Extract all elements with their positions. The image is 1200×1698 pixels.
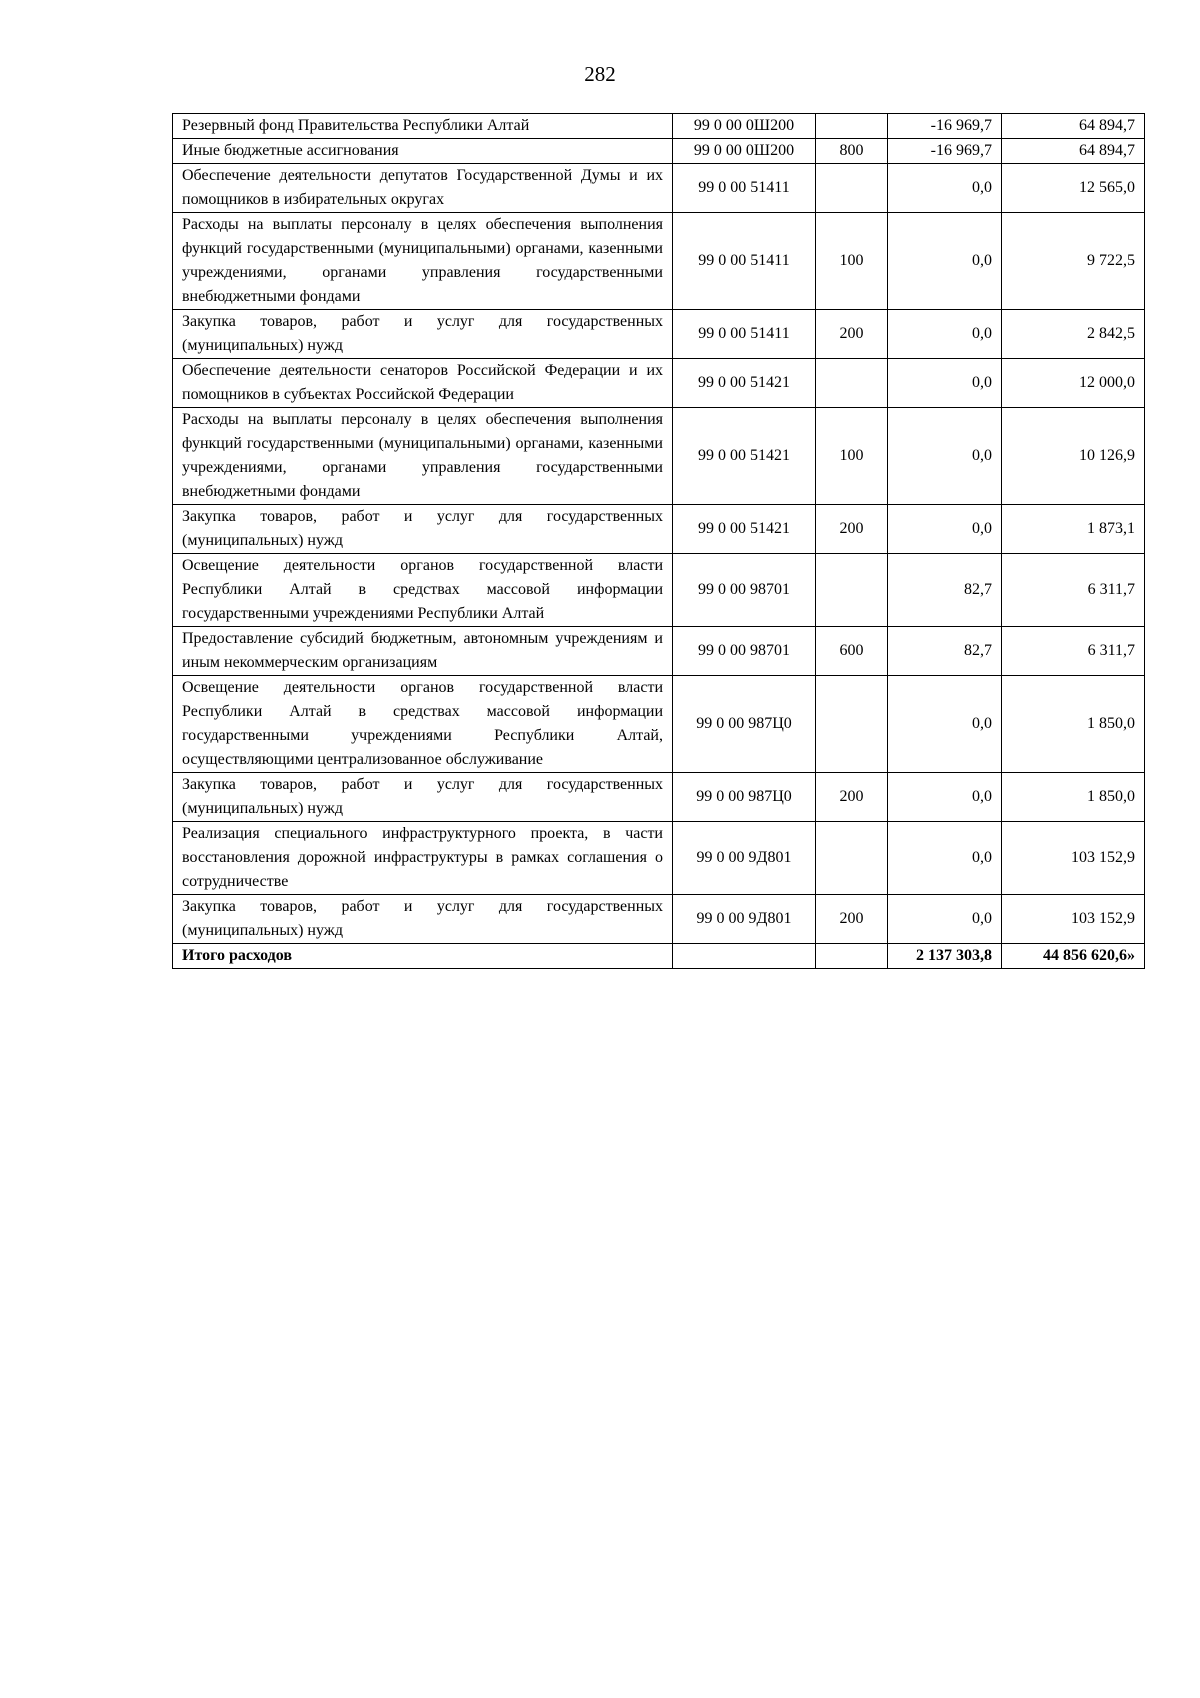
row-expense-type-cell: 800 [816, 139, 888, 164]
row-name-cell: Обеспечение деятельности депутатов Государственной Думы и их помощников в избирательных округах [173, 164, 673, 213]
row-change-cell: 0,0 [888, 822, 1002, 895]
row-total-cell: 12 565,0 [1002, 164, 1145, 213]
row-name-cell: Иные бюджетные ассигнования [173, 139, 673, 164]
table-row [173, 359, 1145, 408]
row-total-cell: 103 152,9 [1002, 895, 1145, 944]
table-row [173, 213, 1145, 310]
total-expense-type-cell [816, 944, 888, 969]
table-row [173, 505, 1145, 554]
row-change-cell: -16 969,7 [888, 114, 1002, 139]
row-total-cell: 6 311,7 [1002, 554, 1145, 627]
row-change-cell: -16 969,7 [888, 139, 1002, 164]
row-expense-type-cell: 200 [816, 895, 888, 944]
row-total-cell: 1 850,0 [1002, 773, 1145, 822]
row-name-cell: Закупка товаров, работ и услуг для государственных (муниципальных) нужд [173, 505, 673, 554]
budget-table [172, 113, 1145, 969]
row-name-cell: Обеспечение деятельности сенаторов Российской Федерации и их помощников в субъектах Российской Федерации [173, 359, 673, 408]
row-change-cell: 82,7 [888, 554, 1002, 627]
row-code-cell: 99 0 00 9Д801 [673, 822, 816, 895]
row-change-cell: 0,0 [888, 164, 1002, 213]
row-change-cell: 0,0 [888, 676, 1002, 773]
table-row [173, 627, 1145, 676]
row-total-cell: 64 894,7 [1002, 139, 1145, 164]
row-total-cell: 2 842,5 [1002, 310, 1145, 359]
row-change-cell: 0,0 [888, 213, 1002, 310]
row-code-cell: 99 0 00 51411 [673, 310, 816, 359]
row-code-cell: 99 0 00 9Д801 [673, 895, 816, 944]
table-row [173, 895, 1145, 944]
row-change-cell: 0,0 [888, 895, 1002, 944]
row-code-cell: 99 0 00 51421 [673, 505, 816, 554]
row-expense-type-cell [816, 554, 888, 627]
row-total-cell: 9 722,5 [1002, 213, 1145, 310]
row-change-cell: 0,0 [888, 310, 1002, 359]
row-code-cell: 99 0 00 51421 [673, 408, 816, 505]
row-total-cell: 6 311,7 [1002, 627, 1145, 676]
row-change-cell: 0,0 [888, 408, 1002, 505]
row-total-cell: 12 000,0 [1002, 359, 1145, 408]
row-name-cell: Расходы на выплаты персоналу в целях обеспечения выполнения функций государственными (муниципальными) органами, казенными учреждениями, органами управления государственными внебюджетными фондами [173, 408, 673, 505]
row-change-cell: 0,0 [888, 505, 1002, 554]
row-total-cell: 103 152,9 [1002, 822, 1145, 895]
row-expense-type-cell: 600 [816, 627, 888, 676]
row-code-cell: 99 0 00 51411 [673, 164, 816, 213]
row-total-cell: 1 873,1 [1002, 505, 1145, 554]
total-amount-cell: 44 856 620,6» [1002, 944, 1145, 969]
row-code-cell: 99 0 00 987Ц0 [673, 676, 816, 773]
row-name-cell: Освещение деятельности органов государственной власти Республики Алтай в средствах массовой информации государственными учреждениями Республики Алтай, осуществляющими централизованное обслуживание [173, 676, 673, 773]
budget-table-body [173, 114, 1145, 969]
row-code-cell: 99 0 00 987Ц0 [673, 773, 816, 822]
table-row [173, 310, 1145, 359]
row-name-cell: Предоставление субсидий бюджетным, автономным учреждениям и иным некоммерческим организациям [173, 627, 673, 676]
row-expense-type-cell: 100 [816, 408, 888, 505]
row-expense-type-cell: 200 [816, 505, 888, 554]
row-expense-type-cell: 200 [816, 773, 888, 822]
table-row [173, 554, 1145, 627]
row-expense-type-cell: 200 [816, 310, 888, 359]
row-expense-type-cell [816, 164, 888, 213]
table-row [173, 822, 1145, 895]
row-name-cell: Реализация специального инфраструктурного проекта, в части восстановления дорожной инфраструктуры в рамках соглашения о сотрудничестве [173, 822, 673, 895]
row-name-cell: Закупка товаров, работ и услуг для государственных (муниципальных) нужд [173, 895, 673, 944]
row-change-cell: 82,7 [888, 627, 1002, 676]
table-row [173, 114, 1145, 139]
table-row [173, 408, 1145, 505]
row-expense-type-cell [816, 822, 888, 895]
row-expense-type-cell: 100 [816, 213, 888, 310]
table-row [173, 139, 1145, 164]
row-total-cell: 1 850,0 [1002, 676, 1145, 773]
row-code-cell: 99 0 00 98701 [673, 627, 816, 676]
row-total-cell: 10 126,9 [1002, 408, 1145, 505]
row-change-cell: 0,0 [888, 359, 1002, 408]
row-expense-type-cell [816, 114, 888, 139]
row-code-cell: 99 0 00 51421 [673, 359, 816, 408]
row-code-cell: 99 0 00 0Ш200 [673, 139, 816, 164]
row-expense-type-cell [816, 676, 888, 773]
row-name-cell: Резервный фонд Правительства Республики Алтай [173, 114, 673, 139]
total-change-cell: 2 137 303,8 [888, 944, 1002, 969]
row-name-cell: Закупка товаров, работ и услуг для государственных (муниципальных) нужд [173, 310, 673, 359]
total-row [173, 944, 1145, 969]
row-name-cell: Освещение деятельности органов государственной власти Республики Алтай в средствах массовой информации государственными учреждениями Республики Алтай [173, 554, 673, 627]
row-expense-type-cell [816, 359, 888, 408]
total-label-cell: Итого расходов [173, 944, 673, 969]
row-name-cell: Расходы на выплаты персоналу в целях обеспечения выполнения функций государственными (муниципальными) органами, казенными учреждениями, органами управления государственными внебюджетными фондами [173, 213, 673, 310]
row-code-cell: 99 0 00 0Ш200 [673, 114, 816, 139]
row-code-cell: 99 0 00 98701 [673, 554, 816, 627]
total-code-cell [673, 944, 816, 969]
table-row [173, 676, 1145, 773]
table-row [173, 773, 1145, 822]
row-change-cell: 0,0 [888, 773, 1002, 822]
table-row [173, 164, 1145, 213]
row-code-cell: 99 0 00 51411 [673, 213, 816, 310]
page-number: 282 [584, 62, 616, 86]
row-name-cell: Закупка товаров, работ и услуг для государственных (муниципальных) нужд [173, 773, 673, 822]
row-total-cell: 64 894,7 [1002, 114, 1145, 139]
